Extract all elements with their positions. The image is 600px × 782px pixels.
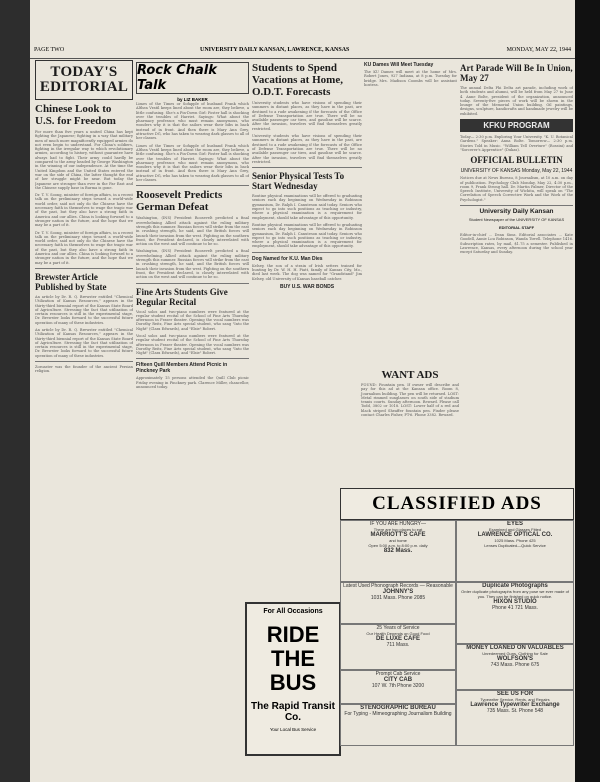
photo-c: HIXON STUDIO xyxy=(493,599,537,605)
editorial-body-2: Dr. T. V. Soong, minister of foreign affairs, in a recent talk on the preliminary steps toward a world-wide world order, said not only do the Chinese have the necessary faith in themselves to wage the tragic war of the past, but they also have a strong faith in America and our allies. China is looking forward to a stronger nation in the future, and the hope that we may be a part of it. xyxy=(35,193,133,228)
photo-a: Duplicate Photographs xyxy=(482,583,548,589)
rock-chalk-talk-title: Rock Chalk Talk xyxy=(137,63,217,93)
divider xyxy=(136,185,249,186)
money-d: 743 Mass. Phone 675 xyxy=(490,662,540,668)
senior-headline: Senior Physical Tests To Start Wednesday xyxy=(252,171,345,192)
column-5 xyxy=(460,60,573,480)
ride-line-5: The Rapid Transit Co. xyxy=(251,701,335,723)
hungry-a: IF YOU ARE HUNGRY— xyxy=(370,521,426,527)
quill-headline: Fifteen Quill Members Attend Picnic in Pinckney Park xyxy=(136,362,228,375)
divider xyxy=(136,283,249,284)
udk-staff: EDITORIAL STAFF xyxy=(498,225,535,231)
eyes-e: Lenses Duplicated—Quick Service xyxy=(484,543,546,548)
editorial-body-3: Dr. T. V. Soong, minister of foreign affairs, in a recent talk on the preliminary steps toward a world-wide world order, said not only do the Chinese have the necessary faith in themselves to wage the tragic war of the past, but they also have a strong faith in America and our allies. China is looking forward to a stronger nation in the future, and the hope that we may be a part of it. xyxy=(35,230,133,265)
records-a: Latest Used Phonograph Records — Reasonable xyxy=(343,583,453,589)
ride-line-3: THE xyxy=(271,646,315,671)
vacation-body: University students who have visions of spending their summers in distant places, as they have in the past, are destined to a rude awakening if the forecasts of the Office of Defense Transportation are true. There will be no available passenger car tires, and gasoline will be scarce. After the invasion, travelers will find themselves greatly restricted. xyxy=(252,101,362,131)
records-c: 1031 Mass. Phone 2085 xyxy=(370,595,426,601)
tw-d: 735 Mass. St. Phone 548 xyxy=(486,708,544,714)
column-4 xyxy=(364,60,457,360)
quill-body: Approximately 15 persons attended the Quill Club picnic Friday evening in Pinckney park. Clarence Miller, chancellor, announced today. xyxy=(136,376,249,390)
brewster-body-2: An article by Dr. R. Q. Brewster entitled "Chemical Utilization of Kansas Resources," appears in the thirty-third biennial report of the Kansas State Board of Agriculture. Stressing the fact that utilization of certain resources is still in the experimental stage, Dr. Brewster looks forward to the successful future operation of many of these industries. xyxy=(35,327,133,358)
kfku-body: Today— 2:30 p.m. Exploring Your University. "K. U. Botanical Gardens." Speaker: Anna Bolte. Tomorrow— 2:30 p.m. Stories Told in Music. "William Tell Overture" (Rossini) and "Sorcerer's Apprentice" (Dukas). xyxy=(460,135,573,152)
divider xyxy=(252,167,362,168)
marriotts-cafe-ad xyxy=(340,520,456,582)
column-1 xyxy=(35,60,133,760)
money-c: WOLFSON'S xyxy=(496,656,534,662)
money-b: Unredeemed Guns, Clothing for Sale xyxy=(482,651,548,656)
ride-line-2: RIDE xyxy=(266,622,320,647)
senior-body-2: Routine physical examinations will be offered to graduating seniors each day beginning on Wednesday in Robinson gymnasium, Dr. Ralph I. Canuteson said today. Seniors who expect to go into such positions as teaching or industry, where a physical examination is a requirement for employment, should take advantage of this opportunity. xyxy=(252,222,362,249)
deluxe-cafe-ad xyxy=(340,624,456,670)
bulletin-heading: OFFICIAL BULLETIN xyxy=(470,155,563,166)
dlux-a: 25 Years of Service xyxy=(376,625,420,631)
want-ads-heading: WANT ADS xyxy=(381,369,439,381)
rct-body: Limes of the Times or Sofapple of husband Frank which Althea Vratil keeps lined about the room are, they believe, a little confusing. She's a Pin-Down Girl: Foster hall is shocking over the troubles of Harriet. Sayings: What about the pharmacy professor, who must remain anonymous, who wonders why it is that the sailors wear their bibs in back instead of in front. And then there is Mary Ann Grey, attractive DG, who has taken to wearing dark glasses to all of her classes. xyxy=(136,102,249,141)
dog-body: Kelsey, the son of a strain of Irish setters trained for hunting by Dr. W. H. H. Piatt, family of Kansas City, Mo., died last week. The dog was named for "Grandstand" Jim Kelsey, old University of Kansas baseball catcher. xyxy=(252,263,362,281)
tw-b: Typewriter Service, Rents, and Repairs xyxy=(480,697,550,702)
ride-line-4: BUS xyxy=(269,670,317,695)
cab-a: Prompt Cab Service xyxy=(375,671,421,677)
page-number: PAGE TWO xyxy=(34,47,65,53)
scan-edge xyxy=(575,0,600,782)
city-cab-ad xyxy=(340,670,456,704)
cab-c: 107 W. 7th Phone 3200 xyxy=(371,683,425,689)
rct-body-2: Limes of the Times or Sofapple of husband Frank which Althea Vratil keeps lined about the room are, they believe, a little confusing. She's a Pin-Down Girl: Foster hall is shocking over the troubles of Harriet. Sayings: What about the pharmacy professor, who must remain anonymous, who wonders why it is that the sailors wear their bibs in back instead of in front. And then there is Mary Ann Grey, attractive DG, who has taken to wearing dark glasses to all of her classes. xyxy=(136,143,249,183)
vacation-body-2: University students who have visions of spending their summers in distant places, as they have in the past, are destined to a rude awakening if the forecasts of the Office of Defense Transportation are true. There will be no available passenger car tires, and gasoline will be scarce. After the invasion, travelers will find themselves greatly restricted. xyxy=(252,134,362,164)
finearts-body: Vocal solos and two-piano numbers were featured at the regular student recital of the School of Fine Arts Thursday afternoon in Fraser theater. Opening the vocal numbers was Dorothy Reitz, Fine Arts special student, who sang "Into the Night" (Clara Edwards), and "Elsie" Robert. xyxy=(136,309,249,331)
vacation-headline: Students to Spend Vacations at Home, O.D.T. Forecasts xyxy=(252,62,343,98)
dlux-c: DE LUXE CAFE xyxy=(375,636,420,642)
divider xyxy=(35,361,133,362)
footnote: Zoroaster was the founder of the ancient Persian religion. xyxy=(35,365,133,374)
cab-b: CITY CAB xyxy=(383,677,413,683)
divider xyxy=(35,268,133,269)
ride-line-1: For All Occasions xyxy=(263,608,323,615)
hungry-d: and home xyxy=(389,538,407,543)
dlux-d: 711 Mass. xyxy=(386,642,410,648)
ride-line-6: Your Local Bus Service xyxy=(269,727,317,732)
classified-ads-banner: CLASSIFIED ADS xyxy=(340,488,574,520)
hungry-b: There are two places to eat xyxy=(373,527,423,532)
records-b: JOHNNY'S xyxy=(382,589,414,595)
binding-edge xyxy=(0,0,30,782)
hungry-f: 832 Mass. xyxy=(383,548,413,554)
editorial-title: Chinese Look to U.S. for Freedom xyxy=(35,103,116,127)
dlux-b: Our Health Depends on Good Food xyxy=(366,631,430,636)
eyes-d: 1025 Mass. Phone 425 xyxy=(494,538,536,543)
finearts-headline: Fine Arts Students Give Regular Recital xyxy=(136,286,228,307)
wolfsons-ad xyxy=(456,644,574,690)
photo-d: Phone 41 721 Mass. xyxy=(492,605,538,611)
hixon-studio-ad xyxy=(456,582,574,644)
masthead xyxy=(30,44,575,59)
eyes-a: EYES xyxy=(506,521,523,527)
brewster-body: An article by Dr. R. Q. Brewster entitled "Chemical Utilization of Kansas Resources," appears in the thirty-third biennial report of the Kansas State Board of Agriculture. Stressing the fact that utilization of certain resources is still in the experimental stage, Dr. Brewster looks forward to the successful future operation of many of these industries. xyxy=(35,294,133,325)
ride-the-bus-ad xyxy=(245,602,341,756)
photo-b: Order duplicate photographs from any pose we ever made of you. They can be finished on quick notice. xyxy=(461,589,569,599)
brewster-headline: Brewster Article Published by State xyxy=(35,271,107,292)
kudames-headline: KU Dames Will Meet Tuesday xyxy=(364,62,434,68)
kudames-body: The KU Dames will meet at the home of Mrs. Robert Jones, 927 Indiana, at 8 p.m. Tuesday for bridge. Mrs. Madison Coombs will be assistant hostess. xyxy=(364,70,457,87)
bulletin-body: Notices due at News Bureau, 8 Journalism, at 10 a.m. on day of publication. Psychology Club Monday, May 22, 4:30 p.m., room 9, Frank Strong hall. Dr. Martin Palmer, Director of the Speech Institute, University of Wichita, will speak on "The Correlation of Speech Corrective Work and the Work of the Psychologist." xyxy=(460,176,573,202)
paper-name: UNIVERSITY DAILY KANSAN, LAWRENCE, KANSAS xyxy=(200,47,350,53)
money-a: MONEY LOANED ON VALUABLES xyxy=(466,645,564,651)
lawrence-optical-ad xyxy=(456,520,574,582)
rct-byline: by LIZ BAKER xyxy=(177,97,208,102)
want-ads-section xyxy=(361,367,459,420)
finearts-body-2: Vocal solos and two-piano numbers were featured at the regular student recital of the School of Fine Arts Thursday afternoon in Fraser theater. Opening the vocal numbers was Dorothy Reitz, Fine Arts special student, who sang "Into the Night" (Clara Edwards), and "Elsie" Robert. xyxy=(136,333,249,356)
tw-a: SEE US FOR xyxy=(496,691,534,697)
bulletin-subheading: UNIVERSITY OF KANSAS Monday, May 22, 1944 xyxy=(460,168,573,175)
dog-headline: Dog Named for K.U. Man Dies xyxy=(252,255,323,262)
hungry-c: MARRIOTT'S CAFE xyxy=(370,532,426,538)
war-bonds-line: BUY U.S. WAR BONDS xyxy=(279,283,335,290)
eyes-c: LAWRENCE OPTICAL CO. xyxy=(477,532,553,538)
want-ads-body: FOUND: Fountain pen. If owner will describe and pay for this ad at the Kansan office. Room 8, Journalism building. The pen will be returned. LOST: Metal rimmed sunglasses on south side of stadium tennis courts. Sunday afternoon. Reward. Please call Todd, 3802 or 1018. LOST: Lower half of a red and black striped Sheaffer fountain pen. Finder please contact Charles Fisher, PT-6. Phone 3382. Reward. xyxy=(361,383,459,418)
eyes-b: Examined and Glasses Fitted xyxy=(488,527,542,532)
johnnys-ad xyxy=(340,582,456,624)
editorial-box xyxy=(35,60,133,100)
steno-b: For Typing - Mimeographing Journalism Building xyxy=(344,711,452,717)
divider xyxy=(136,358,249,359)
stenographic-bureau-ad xyxy=(340,704,456,746)
udk-sub: Student Newspaper of the UNIVERSITY OF KANSAS xyxy=(468,217,565,223)
tw-c: Lawrence Typewriter Exchange xyxy=(470,702,560,708)
roosevelt-body-2: Washington, (INS) President Roosevelt predicted a final overwhelming Allied attack against the ruling military strength this summer. Russian forces will strike from the east in crushing strength, he said, and the British forces will launch their invasion from the west. Fighting on the southern front, the President declared, is closely interrelated with action on the west and will continue to be so. xyxy=(136,249,249,280)
editorial-body: For more than five years a united China has kept fighting the Japanese; fighting in a way that military men of much more magnificently equipped armies do not even begin to understand. For China's soldiers, fighting in the irregular way to which revolutionary armies, according to history, without guarantee have always had to fight. Their army could hardly be compared to the army headed by George Washington in the winning of our independence. At the time the United Kingdom and the United States entered the war on the side of China, the latter thought the end of her struggle might be near. But today the Japanese are stronger than ever in the Far East and the Chinese supply base in Burma is gone. xyxy=(35,130,133,190)
column-2 xyxy=(136,60,249,760)
divider xyxy=(460,205,573,206)
issue-date: MONDAY, MAY 22, 1944 xyxy=(506,47,571,53)
udk-masthead: University Daily Kansan xyxy=(479,208,554,216)
senior-body: Routine physical examinations will be offered to graduating seniors each day beginning on Wednesday in Robinson gymnasium, Dr. Ralph I. Canuteson said today. Seniors who expect to go into such positions as teaching or industry, where a physical examination is a requirement for employment, should take advantage of this opportunity. xyxy=(252,194,362,220)
udk-body: Editor-in-chief ... Dean Sims. Editorial associates ... Kate Goodell, Annie Lou Robinson, Wanda Tirrell. Telephone 1416. Subscription rates, by mail, $1.75 a semester. Published in Lawrence, Kansas, every afternoon during the school year except Saturday and Sunday. xyxy=(460,233,573,255)
artparade-body: The annual Delta Phi Delta art parade, including work of both students and alumni, will be held from May 27 to June 4. Anne Bolte, president of the organization, announced today. Seventy-five pieces of work will be shown in the lounge of the Memorial Union building. Oil paintings, designs, sculpture, handicrafts and handmade jewelry will be exhibited. xyxy=(460,86,573,116)
artparade-headline: Art Parade Will Be In Union, May 27 xyxy=(460,63,573,83)
rock-chalk-talk-banner xyxy=(136,62,249,94)
kfku-banner: KFKU PROGRAM xyxy=(460,119,573,132)
roosevelt-headline: Roosevelt Predicts German Defeat xyxy=(136,189,223,214)
hungry-e: Open 5:00 a.m. to 8:00 p.m. daily xyxy=(368,543,428,548)
divider xyxy=(252,252,362,253)
steno-a: STENOGRAPHIC BUREAU xyxy=(360,705,436,711)
typewriter-exchange-ad xyxy=(456,690,574,746)
editorial-heading: TODAY'S EDITORIAL xyxy=(39,64,129,95)
roosevelt-body: Washington, (INS) President Roosevelt predicted a final overwhelming Allied attack against the ruling military strength this summer. Russian forces will strike from the east in crushing strength, he said, and the British forces will launch their invasion from the west. Fighting on the southern front, the President declared, is closely interrelated with action on the west and will continue to be so. xyxy=(136,216,249,247)
